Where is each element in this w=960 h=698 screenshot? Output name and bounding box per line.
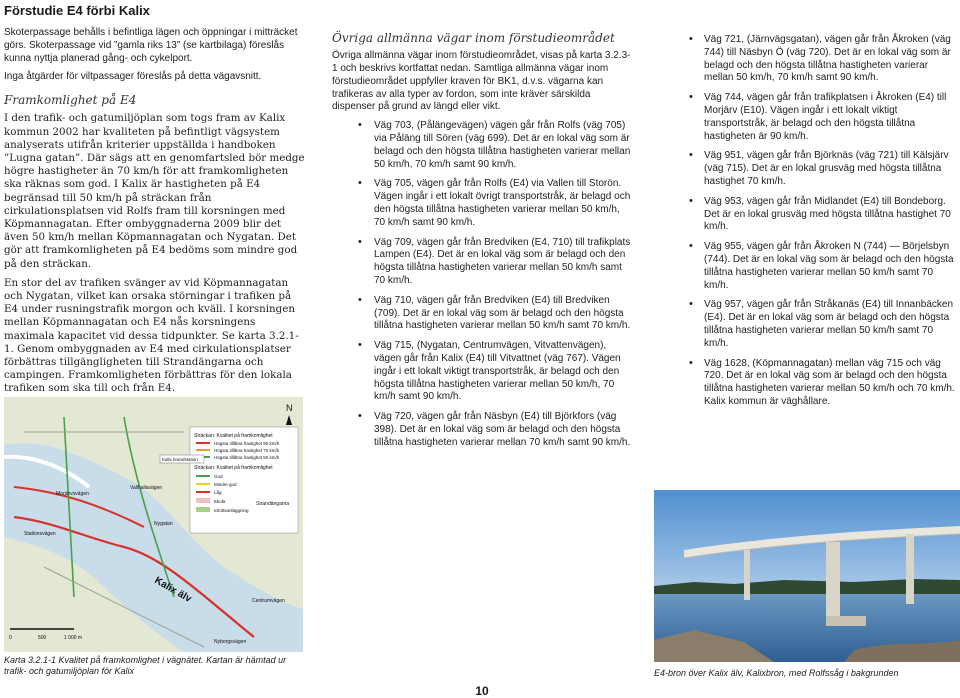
- legend-god: God: [214, 474, 223, 479]
- bridge-photo: [654, 490, 960, 662]
- legend-line-1: Högsta tillåtna hastighet 90 km/h: [214, 441, 280, 446]
- traffic-quality-map: [4, 397, 303, 652]
- map-caption: Karta 3.2.1-1 Kvalitet på framkomlighet i vägnätet. Kartan är hämtad ur trafik- och gatumiljöplan för Kalix: [4, 655, 287, 676]
- list-item: • Väg 710, vägen går från Bredviken (E4) till Bredviken (709). Det är en lokal väg som är belagd och den högsta tillåtna hastigheten varierar mellan 50 km/h samt 70 km/h.: [332, 295, 632, 333]
- label-nygatan: Nygatan: [154, 521, 173, 527]
- list-item: • Väg 721, (Järnvägsgatan), vägen går från Åkroken (väg 744) till Näsbyn Ö (väg 720). Det är en lokal väg som är belagd och den högsta tillåtna hastigheten varierar mellan 50 km/h, 70 km/h samt 90 km/h.: [688, 34, 956, 85]
- scale-end: 1 000 m: [64, 635, 83, 641]
- label-stationsvagen: Stationsvägen: [24, 531, 56, 537]
- photo-caption: E4-bron över Kalix älv, Kalixbron, med Rolfssåg i bakgrunden: [654, 668, 899, 678]
- list-item: • Väg 955, vägen går från Åkroken N (744) — Börjelsbyn (744). Det är en lokal väg som är belagd och den högsta tillåtna hastigheten varierar mellan 50 km/h samt 70 km/h.: [688, 241, 956, 292]
- bridge-photo-drawing: [654, 490, 960, 662]
- page-header-title: Förstudie E4 förbi Kalix: [4, 3, 150, 18]
- paragraph-framkomlighet: I den trafik- och gatumiljöplan som togs fram av Kalix kommun 2002 har kvaliteten på befintligt vägsystem analyserats utifrån kriterier uppställda i handboken ”Lugna gatan”. Där sägs att en genomfartsled bör medge högre hastigheter än 70 km/h för att framkomligheten ska räknas som god. I Kalix är hastigheten på E4 begränsad till 50 km/h på sträckan från cirkulationsplatsen vid Rolfs fram till korsningen med Köpmannagatan. Efter ombyggnaderna 2009 blir det även 50 km/h mellan Köpmannagatan och Nygatan. Det gör att framkomligheten på E4 bedöms som mindre god på den sträckan.: [4, 112, 305, 270]
- list-item: • Väg 709, vägen går från Bredviken (E4, 710) till trafikplats Lampen (E4). Det är en lokal väg som är belagd och den högsta tillåtna hastigheten varierar mellan 50 km/h samt 70 km/h.: [332, 237, 632, 288]
- label-kalix-brandstation: Kalix brandstation: [162, 457, 198, 462]
- list-item: • Väg 705, vägen går från Rolfs (E4) via Vallen till Storön. Vägen ingår i ett lokalt övrigt transportstråk, är belagd och den högsta tillåtna hastigheten varierar mellan 50 km/h, 70 km/h samt 90 km/h.: [332, 178, 632, 229]
- legend-title-1: Sträckan: Kvalitet på framkomlighet: [194, 433, 273, 439]
- road-list-right: [688, 34, 956, 409]
- map-drawing: [4, 397, 303, 652]
- legend-line-3: Högsta tillåtna hastighet 50 km/h: [214, 455, 280, 460]
- page-header: [4, 0, 564, 18]
- column-right: [688, 34, 956, 416]
- heading-ovriga-vagar: Övriga allmänna vägar inom förstudieområdet: [332, 31, 615, 45]
- label-vallhallavagen: Vallhallavägen: [130, 485, 163, 491]
- paragraph-ovriga-intro: Övriga allmänna vägar inom förstudieområdet, visas på karta 3.2.3-1 och beskrivs kortfattat nedan. Samtliga allmänna vägar inom förstudieområdet uppfyller kraven för BK1, d.v.s. vägarna kan trafikeras av alla typer av fordon, som inte kräver särskilda dispenser på grund av längd eller vikt.: [332, 50, 631, 113]
- label-kalix-alv: Kalix älv: [152, 575, 194, 605]
- scale-zero: 0: [9, 635, 12, 641]
- legend-idrott: Idrottsanläggning: [214, 508, 249, 513]
- list-item: • Väg 720, vägen går från Näsbyn (E4) till Björkfors (väg 398). Det är en lokal väg som är belagd och den högsta tillåtna hastigheten varierar mellan 70 km/h samt 90 km/h.: [332, 411, 632, 449]
- label-morjarvsvagen: Morjärvsvägen: [56, 491, 89, 497]
- legend-title-2: Sträckan: Kvalitet på framkomlighet: [194, 465, 273, 471]
- list-item: • Väg 744, vägen går från trafikplatsen i Åkroken (E4) till Morjärv (E10). Vägen ingår i ett lokalt viktigt transportstråk, är belagd och den högsta tillåtna hastigheten är 90 km/h.: [688, 92, 956, 143]
- scale-mid: 500: [38, 635, 47, 641]
- road-list-middle: [332, 120, 632, 449]
- list-item: • Väg 957, vägen går från Stråkanäs (E4) till Innanbäcken (E4). Det är en lokal väg som är belagd och den högsta tillåtna hastigheten varierar mellan 50 km/h samt 70 km/h.: [688, 299, 956, 350]
- north-label: N: [286, 403, 293, 413]
- heading-framkomlighet: Framkomlighet på E4: [4, 93, 137, 108]
- legend-mindre-god: Mindre god: [214, 482, 237, 487]
- list-item: • Väg 951, vägen går från Björknäs (väg 721) till Kälsjärv (väg 715). Det är en lokal grusväg med högsta tillåtna hastighet 70 km/h.: [688, 150, 956, 188]
- column-left: [4, 27, 306, 402]
- legend-lag: Låg: [214, 490, 222, 495]
- legend-line-2: Högsta tillåtna hastighet 70 km/h: [214, 448, 280, 453]
- list-item: • Väg 1628, (Köpmannagatan) mellan väg 715 och väg 720. Det är en lokal väg som är belagd och den högsta tillåtna hastigheten varierar mellan 50 km/h och 70 km/h. Kalix kommun är väghållare.: [688, 358, 956, 409]
- list-item: • Väg 953, vägen går från Midlandet (E4) till Bondeborg. Det är en lokal grusväg med högsta tillåtna hastighet 70 km/h.: [688, 196, 956, 234]
- paragraph-trafiken: En stor del av trafiken svänger av vid Köpmannagatan och Nygatan, vilket kan orsaka störningar i trafiken på E4 under rusningstrafik morgon och kväll. I korsningen mellan Köpmannagatan och E4 nås korsningens maximala kapacitet vid dessa tidpunkter. Se karta 3.2.1-1. Genom ombyggnaden av E4 med cirkulationsplatser förbättras tillgängligheten till Strandängarna och campingen. Framkomligheten förbättras för den lokala trafiken som ska till och från E4.: [4, 276, 299, 395]
- list-item: • Väg 715, (Nygatan, Centrumvägen, Vitvattenvägen), vägen går från Kalix (E4) till Vitvattnet (väg 767). Vägen ingår i ett lokalt viktigt transportstråk, är belagd och den högsta tillåtna hastigheten varierar mellan 50 km/h, 70 km/h samt 90 km/h.: [332, 340, 632, 404]
- label-nyborgsvagen: Nyborgsvägen: [214, 639, 247, 645]
- label-strandangarna: Strandängarna: [256, 501, 290, 507]
- paragraph-viltpassager: Inga åtgärder för viltpassager föreslås på detta vägavsnitt.: [4, 71, 262, 83]
- column-middle: [332, 32, 632, 457]
- list-item: • Väg 703, (Pålängevägen) vägen går från Rolfs (väg 705) via Påläng till Sören (väg 699). Det är en lokal väg som är belagd och den högsta tillåtna hastigheten varierar mellan 50 km/h, 70 km/h samt 90 km/h.: [332, 120, 632, 171]
- legend-ekola: Ekola: [214, 499, 226, 504]
- label-centrumvagen: Centrumvägen: [252, 598, 285, 604]
- page-number: 10: [475, 684, 489, 698]
- paragraph-skoterpassage: Skoterpassage behålls i befintliga lägen och öppningar i mitträcket görs. Skoterpassage vid ”gamla riks 13” (se kartbilaga) föreslås kunna nyttja planerad gång- och cykelport.: [4, 27, 298, 64]
